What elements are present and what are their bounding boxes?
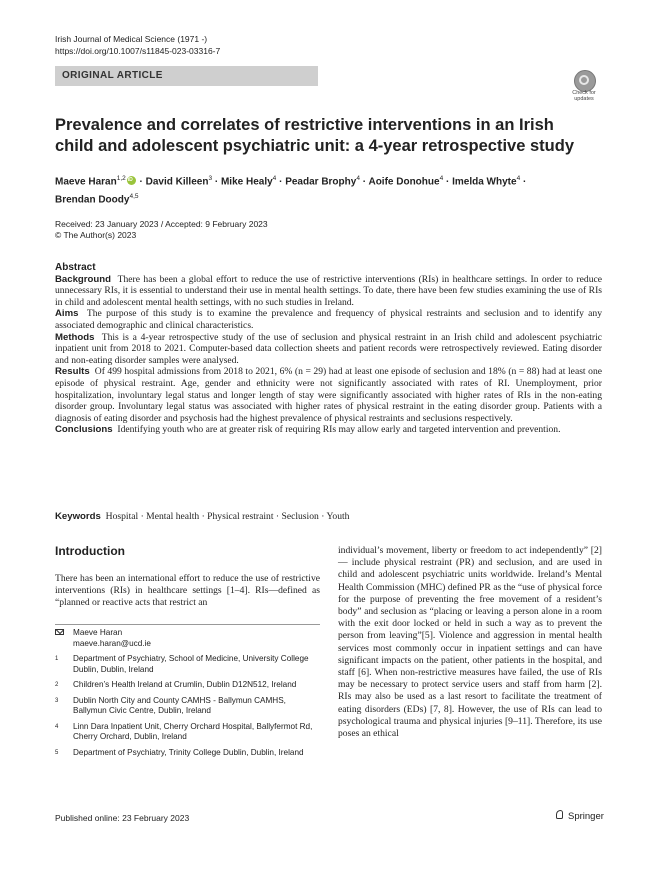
- introduction-paragraph: individual’s movement, liberty or freedom to act independently” [2] — include physical restraint (PR) and seclusion, and are used in child and adolescent psychiatric units worldwide. Ireland’s Mental Health Commission (MHC) defined PR as the “use of physical force for the purpose of preventing the free movement of a resident’s body” and seclusion as “placing or leaving a person alone in a room with the exit door locked or held in such a way as to prevent the person from leaving”[5]. Violence and aggression in mental health services most commonly occur in inpatient settings and can have significant impacts on the patient, other patients in the hospital, and staff [6]. When non-restrictive measures have failed, the use of RIs may be necessary to protect service users and staff from harm [2]. RIs may also be used as a last resort to facilitate the treatment of eating disorders (EDs) [7, 8]. However, the use of RIs can lead to psychological trauma and physical injuries [9–11]. Therefore, its use poses an ethical: [338, 545, 602, 740]
- publisher-logo: [555, 810, 604, 822]
- author-list: Maeve Haran$^{1,2}$iD · David Killeen$^3$ · Mike Healy$^4$ · Peadar Brophy$^4$ · Aoife Donohue$^4$ · Imelda Whyte$^4$ · Brendan Doody$^{4,5}$: [55, 171, 575, 208]
- article-type-band: [55, 66, 318, 86]
- abstract: [55, 262, 602, 436]
- author-name[interactable]: David Killeen: [145, 176, 209, 188]
- abstract-section-label: Conclusions: [55, 424, 113, 436]
- abstract-methods: [55, 332, 602, 367]
- introduction-paragraph: There has been an international effort to reduce the use of restrictive interventions (RIs) in healthcare settings [1–4]. RIs—defined as “planned or reactive acts that restrict an: [55, 573, 320, 609]
- introduction-right-column: [338, 545, 602, 740]
- affiliation-text: Linn Dara Inpatient Unit, Cherry Orchard Hospital, Ballyfermot Rd, Cherry Orchard, Dublin, Ireland: [73, 721, 313, 741]
- affiliation-text: Dublin North City and County CAMHS - Ballymun CAMHS, Ballymun Civic Centre, Dublin, Ireland: [73, 695, 286, 715]
- affiliation-text: Department of Psychiatry, School of Medicine, University College Dublin, Dublin, Ireland: [73, 654, 309, 674]
- envelope-icon: [55, 629, 64, 635]
- introduction-heading: Introduction: [55, 544, 125, 558]
- author-name[interactable]: Maeve Haran: [55, 176, 117, 188]
- abstract-section-label: Background: [55, 273, 111, 285]
- abstract-section-label: Methods: [55, 331, 95, 343]
- affiliation-text: Children’s Health Ireland at Crumlin, Dublin D12N512, Ireland: [73, 680, 297, 689]
- check-updates-icon: [574, 70, 596, 92]
- affiliation-number: 1: [55, 656, 59, 662]
- abstract-section-text: This is a 4-year retrospective study of the use of seclusion and physical restraint in an Irish child and adolescent psychiatric inpatient unit from 2018 to 2021. Computer-based data collection sheets and patient records were retrospectively reviewed. Eating disorder and non-eating disorder samples were analysed.: [55, 331, 602, 366]
- author-affiliation: 3: [208, 175, 213, 182]
- footnotes: [55, 628, 320, 763]
- keywords-list: Hospital · Mental health · Physical restraint · Seclusion · Youth: [105, 511, 350, 522]
- received-accepted-dates: Received: 23 January 2023 / Accepted: 9 February 2023: [55, 219, 268, 229]
- author-affiliation: 4,5: [129, 193, 139, 201]
- check-updates-label: Check for updates: [572, 90, 596, 102]
- abstract-heading: Abstract: [55, 262, 96, 273]
- author-affiliation: 4: [439, 175, 444, 182]
- author-name[interactable]: Aoife Donohue: [368, 176, 440, 188]
- author-affiliation: 4: [516, 175, 521, 182]
- affiliation-text: Department of Psychiatry, Trinity College Dublin, Dublin, Ireland: [73, 747, 304, 757]
- correspondence-email[interactable]: maeve.haran@ucd.ie: [73, 638, 151, 648]
- author-name[interactable]: Peadar Brophy: [285, 176, 357, 188]
- affiliation-number: 5: [55, 749, 59, 756]
- article-title: Prevalence and correlates of restrictive interventions in an Irish child and adolescent psychiatric unit: a 4-year retrospective study: [55, 116, 575, 155]
- article-type-label: ORIGINAL ARTICLE: [62, 70, 163, 81]
- abstract-results: [55, 366, 602, 424]
- affiliation-item: [55, 680, 320, 691]
- author-name[interactable]: Mike Healy: [220, 176, 273, 188]
- abstract-section-text: Of 499 hospital admissions from 2018 to 2021, 6% (n = 29) had at least one episode of seclusion and 18% (n = 88) had at least one episode of physical restraint. Age, gender and ethnicity were not significantly associated with rates of RI. Unemployment, prior hospitalization, involuntary legal status and longer length of stay were significantly associated with higher rates of RIs in the non-eating disorder group. Involuntary legal status was associated with higher rates of physical restraint in the eating disorder group. Patients with a diagnosis of eating disorder and psychosis had the highest prevalence of physical restraints and seclusions respectively.: [55, 366, 602, 424]
- keywords: [55, 511, 602, 522]
- doi-link[interactable]: https://doi.org/10.1007/s11845-023-03316-7: [55, 46, 221, 56]
- author-affiliation: 4: [356, 175, 360, 182]
- affiliation-item: [55, 722, 320, 743]
- affiliation-item: [55, 696, 320, 717]
- correspondence: [55, 628, 320, 649]
- copyright-notice: © The Author(s) 2023: [55, 230, 137, 240]
- abstract-conclusions: [55, 424, 602, 436]
- correspondence-name: Maeve Haran: [73, 628, 123, 637]
- abstract-section-label: Results: [55, 366, 90, 378]
- springer-horse-icon: [555, 810, 565, 821]
- author-affiliation: 4: [272, 175, 277, 182]
- abstract-aims: [55, 308, 602, 331]
- affiliation-number: 2: [55, 682, 59, 688]
- journal-name: Irish Journal of Medical Science (1971 -): [55, 34, 208, 44]
- abstract-section-text: The purpose of this study is to examine the prevalence and frequency of physical restraints and seclusion and to identify any associated demographic and clinical characteristics.: [55, 308, 603, 331]
- abstract-background: [55, 274, 602, 309]
- abstract-section-text: There has been a global effort to reduce the use of restrictive interventions (RIs) in healthcare settings. In order to reduce unnecessary RIs, it is essential to understand their use in mental health settings. To date, there have been few studies examining the use of RIs in child and adolescent mental health settings, with no such studies in Ireland.: [55, 273, 603, 308]
- publisher-name: Springer: [568, 811, 604, 822]
- abstract-section-text: Identifying youth who are at greater risk of requiring RIs may allow early and targeted intervention and prevention.: [117, 424, 561, 436]
- affiliation-number: 4: [55, 723, 59, 730]
- affiliation-item: [55, 654, 320, 675]
- orcid-icon[interactable]: [127, 176, 136, 185]
- article-dates: [55, 219, 268, 241]
- author-name[interactable]: Imelda Whyte: [452, 176, 517, 188]
- published-online-date: Published online: 23 February 2023: [55, 813, 190, 823]
- affiliation-number: 3: [55, 697, 59, 704]
- footnote-divider: [55, 624, 320, 625]
- introduction-left-column: [55, 573, 320, 610]
- keywords-label: Keywords: [55, 511, 101, 522]
- author-affiliation: 1,2: [116, 175, 126, 182]
- author-name[interactable]: Brendan Doody: [55, 194, 130, 206]
- check-for-updates-badge[interactable]: [567, 70, 601, 104]
- affiliation-item: [55, 748, 320, 759]
- abstract-section-label: Aims: [55, 308, 79, 320]
